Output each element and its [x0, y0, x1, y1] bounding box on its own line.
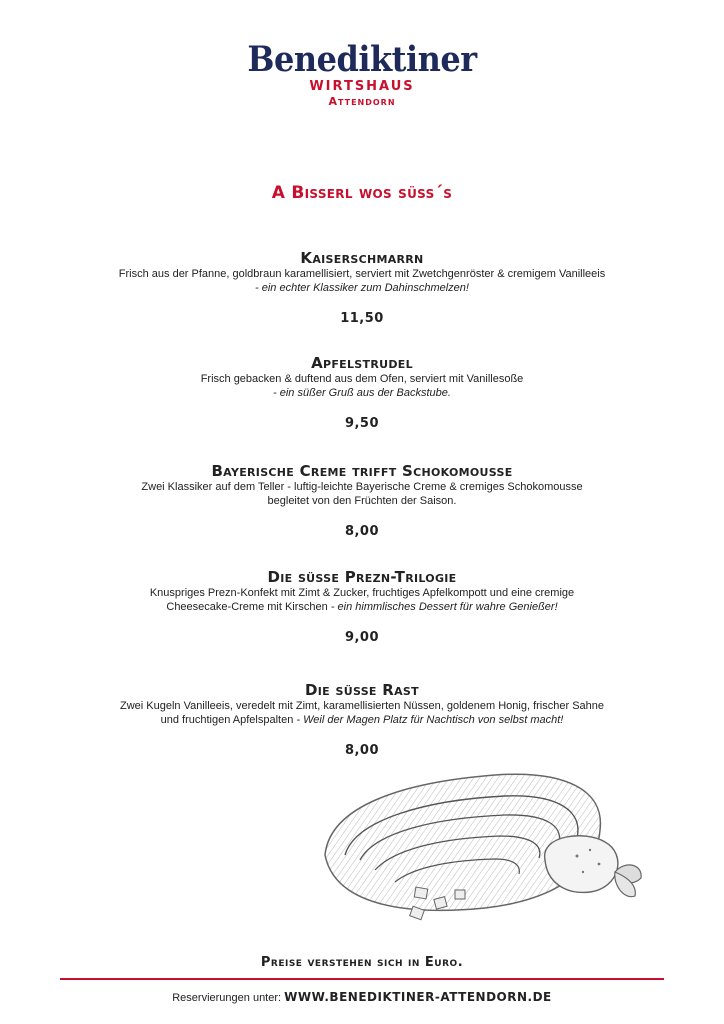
item-desc-line: und fruchtigen Apfelspalten [160, 714, 294, 726]
item-desc-italic: - ein süßer Gruß aus der Backstube. [273, 387, 451, 399]
menu-item [0, 681, 724, 758]
item-name: Die süsse Prezn-Trilogie [267, 568, 457, 586]
reservation-contact [0, 990, 724, 1004]
item-desc-line: Cheesecake-Creme mit Kirschen [166, 601, 328, 613]
footer-divider [60, 978, 664, 980]
brand-subtitle-location: Attendorn [328, 95, 396, 108]
item-price: 9,50 [344, 416, 380, 431]
item-desc-italic: - ein himmlisches Dessert für wahre Genießer! [330, 601, 558, 613]
item-name: Kaiserschmarrn [300, 249, 424, 267]
item-description [0, 267, 724, 295]
menu-item [0, 249, 724, 326]
item-price: 11,50 [340, 311, 384, 326]
item-name: Bayerische Creme trifft Schokomousse [211, 462, 513, 480]
item-name: Die süsse Rast [305, 681, 419, 699]
reservation-label: Reservierungen unter: [172, 992, 282, 1004]
item-desc-line: begleitet von den Früchten der Saison. [267, 495, 457, 507]
price-note: Preise verstehen sich in Euro. [260, 955, 464, 970]
item-price: 8,00 [344, 524, 380, 539]
menu-item [0, 568, 724, 645]
item-desc-line: Frisch gebacken & duftend aus dem Ofen, serviert mit Vanillesoße [200, 373, 524, 385]
item-desc-line: Zwei Kugeln Vanilleeis, veredelt mit Zimt, karamellisierten Nüssen, goldenem Honig, frischer Sahne [119, 700, 604, 712]
item-desc-line: Frisch aus der Pfanne, goldbraun karamellisiert, serviert mit Zwetchgenröster & cremigem Vanilleeis [118, 268, 606, 280]
item-description [0, 699, 724, 727]
item-description [0, 372, 724, 400]
section-title: A Bisserl wos süss´s [271, 183, 453, 203]
brand-subtitle-wirtshaus: WIRTSHAUS [309, 79, 415, 94]
item-desc-line: Zwei Klassiker auf dem Teller - luftig-leichte Bayerische Creme & cremiges Schokomousse [141, 481, 583, 493]
item-desc-italic: - ein echter Klassiker zum Dahinschmelzen! [255, 282, 469, 294]
item-price: 9,00 [344, 630, 380, 645]
item-description [0, 586, 724, 614]
item-description [0, 480, 724, 508]
brand-name: Benediktiner [247, 38, 477, 80]
website-link[interactable]: WWW.BENEDIKTINER-ATTENDORN.DE [284, 990, 552, 1004]
item-desc-line: Knuspriges Prezn-Konfekt mit Zimt & Zucker, fruchtiges Apfelkompott und eine cremige [149, 587, 575, 599]
apfelstrudel-sketch-icon [315, 760, 665, 930]
item-name: Apfelstrudel [311, 354, 413, 372]
item-desc-italic: - Weil der Magen Platz für Nachtisch von selbst macht! [296, 714, 564, 726]
menu-item [0, 354, 724, 431]
brand-logo [0, 40, 724, 109]
item-price: 8,00 [344, 743, 380, 758]
menu-item [0, 462, 724, 539]
